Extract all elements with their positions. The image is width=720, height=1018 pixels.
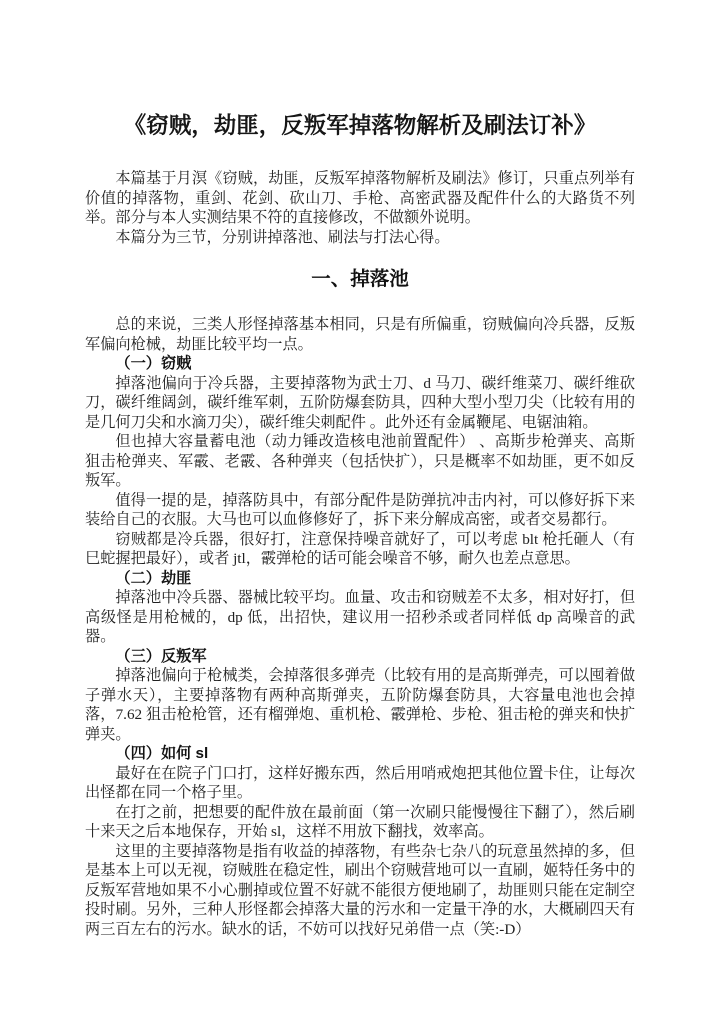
paragraph: 本篇分为三节，分别讲掉落池、刷法与打法心得。 xyxy=(115,228,450,246)
paragraph: 这里的主要掉落物是指有收益的掉落物，有些杂七杂八的玩意虽然掉的多，但是基本上可以无视，窃贼胜在稳定性，刷出个窃贼营地可以一直刷，姬特任务中的反叛军营地如果不小心删掉或位置不好就不能很方便地刷了，劫匪则只能在定制空投时刷。另外，三种人形怪都会掉落大量的污水和一定量干净的水，大概刷四天有两三百左右的污水。缺水的话，不妨可以找好兄弟借一点（笑:-D） xyxy=(85,842,635,938)
paragraph: 最好在在院子门口打，这样好搬东西，然后用哨戒炮把其他位置卡住，让每次出怪都在同一个格子里。 xyxy=(85,764,635,801)
paragraph: 在打之前，把想要的配件放在最前面（第一次刷只能慢慢往下翻了），然后刷十来天之后本地保存，开始 sl，这样不用放下翻找，效率高。 xyxy=(85,803,635,840)
paragraph: 本篇基于月溟《窃贼，劫匪，反叛军掉落物解析及刷法》修订，只重点列举有价值的掉落物，重剑、花剑、砍山刀、手枪、高密武器及配件什么的大路货不列举。部分与本人实测结果不符的直接修改，不做额外说明。 xyxy=(85,170,635,226)
paragraph: 总的来说，三类人形怪掉落基本相同，只是有所偏重，窃贼偏向冷兵器，反叛军偏向枪械，劫匪比较平均一点。 xyxy=(85,316,635,353)
subsection-heading-bandit: （二）劫匪 xyxy=(115,569,192,587)
paragraph: 窃贼都是冷兵器，很好打，注意保持噪音就好了，可以考虑 blt 枪托砸人（有巳蛇握把最好），或者 jtl，霰弹枪的话可能会噪音不够，耐久也差点意思。 xyxy=(85,530,635,567)
paragraph: 掉落池中冷兵器、器械比较平均。血量、攻击和窃贼差不太多，相对好打，但高级怪是用枪械的，dp 低，出招快，建议用一招秒杀或者同样低 dp 高噪音的武器。 xyxy=(85,589,635,645)
subsection-heading-rebel: （三）反叛军 xyxy=(115,647,207,665)
subsection-heading-how-to-sl: （四）如何 sl xyxy=(115,745,209,762)
paragraph: 掉落池偏向于冷兵器，主要掉落物为武士刀、d 马刀、碳纤维菜刀、碳纤维砍刀，碳纤维阔剑，碳纤维军刺，五阶防爆套防具，四种大型小型刀尖（比较有用的是几何刀尖和水滴刀尖），碳纤维尖刺配件 。此外还有金属鞭尾、电锯油箱。 xyxy=(85,374,635,431)
section-heading-drop-pool: 一、掉落池 xyxy=(311,268,409,290)
document-title: 《窃贼，劫匪，反叛军掉落物解析及刷法订补》 xyxy=(123,113,597,138)
paragraph: 值得一提的是，掉落防具中，有部分配件是防弹抗冲击内衬，可以修好拆下来装给自己的衣服。大马也可以血修修好了，拆下来分解成高密，或者交易都行。 xyxy=(85,491,635,528)
paragraph: 但也掉大容量蓄电池（动力锤改造核电池前置配件） 、高斯步枪弹夹、高斯狙击枪弹夹、军霰、老霰、各种弹夹（包括快扩），只是概率不如劫匪，更不如反叛军。 xyxy=(85,433,635,489)
subsection-heading-thief: （一）窃贼 xyxy=(115,355,192,372)
paragraph: 掉落池偏向于枪械类，会掉落很多弹壳（比较有用的是高斯弹壳，可以囤着做子弹水天），主要掉落物有两种高斯弹夹，五阶防爆套防具，大容量电池也会掉落，7.62 狙击枪枪管，还有榴弹炮、重机枪、霰弹枪、步枪、狙击枪的弹夹和快扩弹夹。 xyxy=(85,667,635,743)
